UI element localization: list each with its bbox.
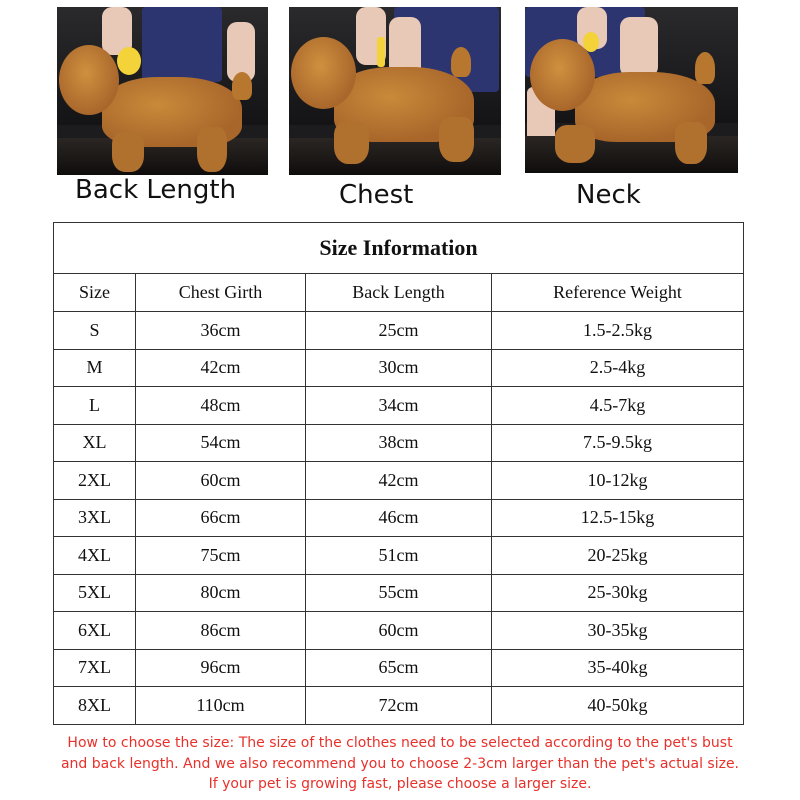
column-header-chest-girth: Chest Girth	[136, 274, 306, 312]
cell-size: L	[54, 387, 136, 425]
cell-size: XL	[54, 424, 136, 462]
cell-back-length: 55cm	[306, 574, 492, 612]
cell-back-length: 51cm	[306, 537, 492, 575]
dog-tail	[232, 72, 252, 100]
cell-reference-weight: 35-40kg	[492, 649, 744, 687]
cell-back-length: 30cm	[306, 349, 492, 387]
dog-tail	[451, 47, 471, 77]
size-information-table	[53, 222, 744, 725]
table-row	[54, 537, 744, 575]
cell-reference-weight: 25-30kg	[492, 574, 744, 612]
cell-back-length: 65cm	[306, 649, 492, 687]
cell-reference-weight: 10-12kg	[492, 462, 744, 500]
cell-reference-weight: 40-50kg	[492, 687, 744, 725]
cell-reference-weight: 20-25kg	[492, 537, 744, 575]
dog-leg	[334, 122, 369, 164]
column-header-reference-weight: Reference Weight	[492, 274, 744, 312]
cell-chest-girth: 80cm	[136, 574, 306, 612]
dog-tail	[695, 52, 715, 84]
cell-reference-weight: 7.5-9.5kg	[492, 424, 744, 462]
table-row	[54, 312, 744, 350]
cell-chest-girth: 54cm	[136, 424, 306, 462]
dog-leg	[555, 125, 595, 163]
dog-leg	[675, 122, 707, 164]
cell-size: 5XL	[54, 574, 136, 612]
cell-size: M	[54, 349, 136, 387]
cell-size: 6XL	[54, 612, 136, 650]
person-legs	[142, 7, 222, 82]
cell-chest-girth: 96cm	[136, 649, 306, 687]
dog-head	[59, 45, 119, 115]
cell-back-length: 46cm	[306, 499, 492, 537]
cell-reference-weight: 1.5-2.5kg	[492, 312, 744, 350]
cell-size: 3XL	[54, 499, 136, 537]
table-header-row	[54, 274, 744, 312]
table-row	[54, 424, 744, 462]
cell-chest-girth: 86cm	[136, 612, 306, 650]
caption-neck: Neck	[576, 180, 641, 210]
table-row	[54, 687, 744, 725]
cell-size: 7XL	[54, 649, 136, 687]
table-title: Size Information	[54, 223, 744, 274]
column-header-size: Size	[54, 274, 136, 312]
note-line-2: and back length. And we also recommend you to choose 2-3cm larger than the pet's actual size.	[60, 755, 740, 772]
cell-reference-weight: 2.5-4kg	[492, 349, 744, 387]
cell-reference-weight: 12.5-15kg	[492, 499, 744, 537]
cell-back-length: 72cm	[306, 687, 492, 725]
dog-leg	[197, 127, 227, 172]
cell-back-length: 38cm	[306, 424, 492, 462]
dog-head	[530, 39, 595, 111]
cell-size: 8XL	[54, 687, 136, 725]
cell-chest-girth: 36cm	[136, 312, 306, 350]
table-row	[54, 612, 744, 650]
cell-reference-weight: 30-35kg	[492, 612, 744, 650]
hand	[620, 17, 658, 77]
measuring-tape	[377, 37, 385, 67]
dog-leg	[112, 132, 144, 172]
measuring-tape	[117, 47, 141, 75]
note-line-1: How to choose the size: The size of the clothes need to be selected according to the pet's bust	[67, 735, 733, 751]
cell-size: 4XL	[54, 537, 136, 575]
sizing-advice-note	[40, 733, 760, 795]
cell-back-length: 42cm	[306, 462, 492, 500]
table-row	[54, 462, 744, 500]
photo-neck	[525, 7, 738, 173]
cell-chest-girth: 66cm	[136, 499, 306, 537]
table-row	[54, 387, 744, 425]
table-row	[54, 499, 744, 537]
dog-leg	[439, 117, 474, 162]
cell-back-length: 60cm	[306, 612, 492, 650]
column-header-back-length: Back Length	[306, 274, 492, 312]
photo-chest	[289, 7, 501, 175]
cell-back-length: 25cm	[306, 312, 492, 350]
dog-head	[291, 37, 356, 109]
table-row	[54, 349, 744, 387]
table-title-row	[54, 223, 744, 274]
table-row	[54, 649, 744, 687]
photo-back-length	[57, 7, 268, 175]
cell-chest-girth: 110cm	[136, 687, 306, 725]
cell-back-length: 34cm	[306, 387, 492, 425]
cell-chest-girth: 60cm	[136, 462, 306, 500]
table-row	[54, 574, 744, 612]
caption-chest: Chest	[339, 180, 414, 210]
cell-size: S	[54, 312, 136, 350]
cell-chest-girth: 42cm	[136, 349, 306, 387]
cell-size: 2XL	[54, 462, 136, 500]
cell-chest-girth: 48cm	[136, 387, 306, 425]
caption-back-length: Back Length	[75, 175, 237, 205]
note-line-3: If your pet is growing fast, please choose a larger size.	[208, 776, 592, 792]
cell-reference-weight: 4.5-7kg	[492, 387, 744, 425]
cell-chest-girth: 75cm	[136, 537, 306, 575]
